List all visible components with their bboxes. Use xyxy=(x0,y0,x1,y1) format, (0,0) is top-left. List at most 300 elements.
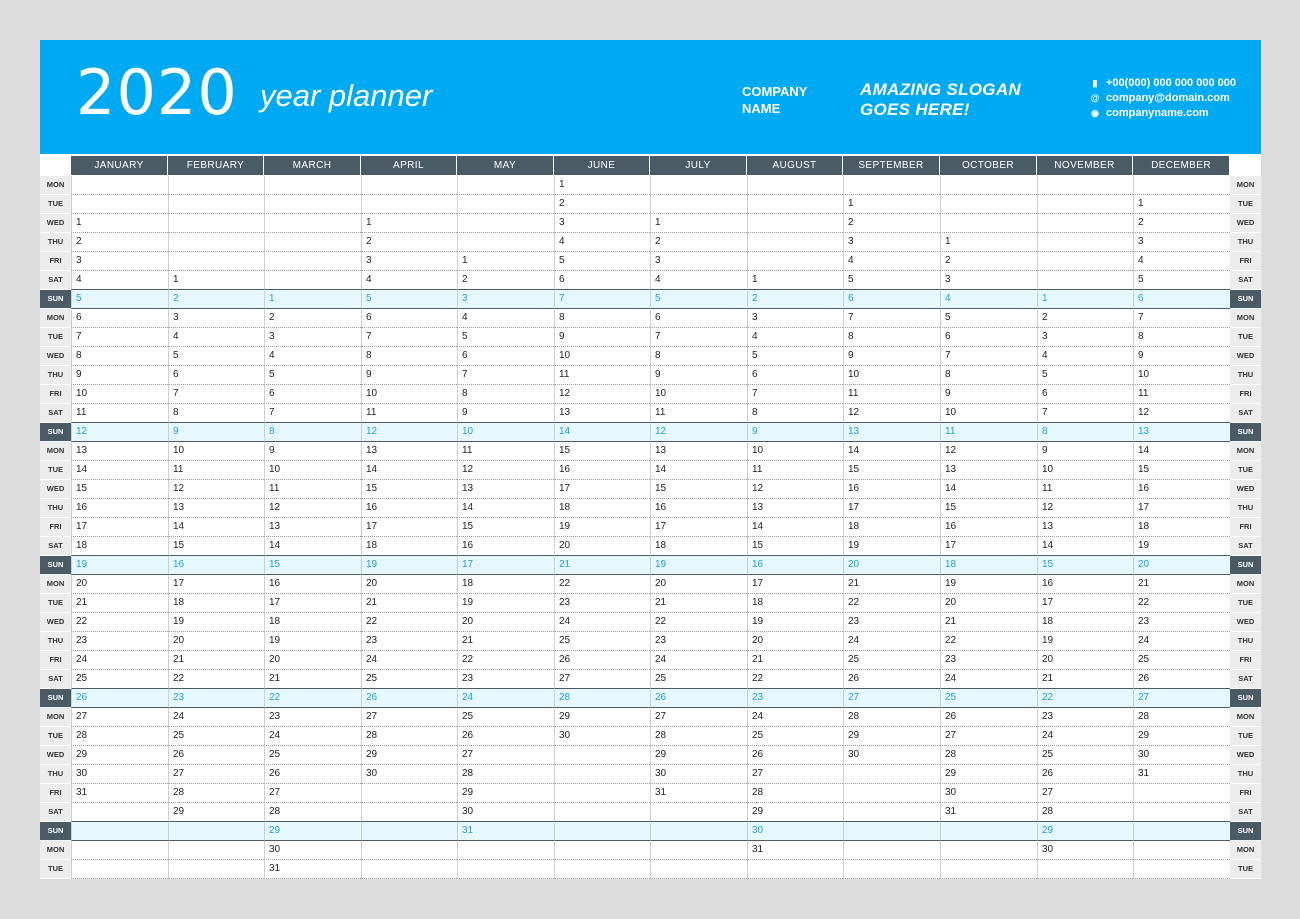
date-cell[interactable]: 13 xyxy=(843,423,940,442)
date-cell[interactable]: 24 xyxy=(554,613,650,632)
date-cell[interactable]: 6 xyxy=(747,366,843,385)
date-cell[interactable]: 22 xyxy=(457,651,554,670)
date-cell[interactable]: 15 xyxy=(843,461,940,480)
date-cell[interactable]: 31 xyxy=(650,784,747,803)
date-cell[interactable]: 5 xyxy=(843,271,940,290)
date-cell[interactable]: 7 xyxy=(168,385,264,404)
date-cell[interactable] xyxy=(264,214,361,233)
date-cell[interactable]: 22 xyxy=(747,670,843,689)
date-cell[interactable]: 5 xyxy=(747,347,843,366)
date-cell[interactable]: 16 xyxy=(264,575,361,594)
date-cell[interactable]: 27 xyxy=(264,784,361,803)
date-cell[interactable]: 20 xyxy=(650,575,747,594)
date-cell[interactable] xyxy=(843,803,940,822)
date-cell[interactable]: 13 xyxy=(940,461,1037,480)
date-cell[interactable]: 6 xyxy=(1037,385,1133,404)
date-cell[interactable]: 15 xyxy=(1133,461,1230,480)
date-cell[interactable]: 1 xyxy=(264,290,361,309)
date-cell[interactable]: 27 xyxy=(71,708,168,727)
date-cell[interactable]: 1 xyxy=(843,195,940,214)
date-cell[interactable]: 9 xyxy=(747,423,843,442)
date-cell[interactable]: 23 xyxy=(264,708,361,727)
date-cell[interactable]: 27 xyxy=(1133,689,1230,708)
date-cell[interactable]: 15 xyxy=(554,442,650,461)
date-cell[interactable]: 26 xyxy=(1133,670,1230,689)
date-cell[interactable]: 28 xyxy=(554,689,650,708)
date-cell[interactable]: 27 xyxy=(940,727,1037,746)
date-cell[interactable]: 4 xyxy=(264,347,361,366)
date-cell[interactable]: 7 xyxy=(361,328,457,347)
date-cell[interactable] xyxy=(554,746,650,765)
date-cell[interactable]: 30 xyxy=(1133,746,1230,765)
date-cell[interactable]: 23 xyxy=(843,613,940,632)
date-cell[interactable]: 1 xyxy=(71,214,168,233)
date-cell[interactable]: 11 xyxy=(747,461,843,480)
date-cell[interactable]: 2 xyxy=(457,271,554,290)
date-cell[interactable]: 2 xyxy=(843,214,940,233)
date-cell[interactable]: 16 xyxy=(843,480,940,499)
date-cell[interactable]: 29 xyxy=(1133,727,1230,746)
date-cell[interactable]: 4 xyxy=(168,328,264,347)
date-cell[interactable]: 17 xyxy=(940,537,1037,556)
date-cell[interactable]: 13 xyxy=(747,499,843,518)
date-cell[interactable]: 3 xyxy=(747,309,843,328)
date-cell[interactable]: 12 xyxy=(361,423,457,442)
date-cell[interactable] xyxy=(747,214,843,233)
date-cell[interactable]: 8 xyxy=(1037,423,1133,442)
date-cell[interactable] xyxy=(71,176,168,195)
date-cell[interactable]: 19 xyxy=(264,632,361,651)
date-cell[interactable]: 1 xyxy=(1133,195,1230,214)
date-cell[interactable]: 12 xyxy=(1133,404,1230,423)
date-cell[interactable]: 4 xyxy=(1037,347,1133,366)
date-cell[interactable]: 26 xyxy=(747,746,843,765)
date-cell[interactable]: 25 xyxy=(940,689,1037,708)
date-cell[interactable]: 14 xyxy=(940,480,1037,499)
date-cell[interactable]: 16 xyxy=(1133,480,1230,499)
date-cell[interactable] xyxy=(1133,841,1230,860)
date-cell[interactable] xyxy=(940,214,1037,233)
date-cell[interactable] xyxy=(554,822,650,841)
date-cell[interactable]: 12 xyxy=(843,404,940,423)
date-cell[interactable]: 23 xyxy=(554,594,650,613)
date-cell[interactable] xyxy=(264,176,361,195)
date-cell[interactable]: 9 xyxy=(940,385,1037,404)
date-cell[interactable]: 12 xyxy=(940,442,1037,461)
date-cell[interactable] xyxy=(650,841,747,860)
date-cell[interactable]: 7 xyxy=(264,404,361,423)
date-cell[interactable]: 1 xyxy=(747,271,843,290)
date-cell[interactable] xyxy=(554,841,650,860)
date-cell[interactable]: 11 xyxy=(843,385,940,404)
date-cell[interactable]: 10 xyxy=(843,366,940,385)
date-cell[interactable]: 29 xyxy=(843,727,940,746)
date-cell[interactable]: 24 xyxy=(1037,727,1133,746)
date-cell[interactable]: 13 xyxy=(554,404,650,423)
date-cell[interactable]: 25 xyxy=(843,651,940,670)
date-cell[interactable]: 29 xyxy=(747,803,843,822)
date-cell[interactable]: 16 xyxy=(457,537,554,556)
date-cell[interactable]: 20 xyxy=(747,632,843,651)
date-cell[interactable]: 30 xyxy=(1037,841,1133,860)
date-cell[interactable] xyxy=(457,233,554,252)
date-cell[interactable]: 28 xyxy=(1133,708,1230,727)
date-cell[interactable] xyxy=(1133,803,1230,822)
date-cell[interactable]: 13 xyxy=(361,442,457,461)
date-cell[interactable]: 3 xyxy=(1037,328,1133,347)
date-cell[interactable]: 29 xyxy=(361,746,457,765)
date-cell[interactable]: 26 xyxy=(650,689,747,708)
date-cell[interactable] xyxy=(747,233,843,252)
date-cell[interactable]: 12 xyxy=(71,423,168,442)
date-cell[interactable]: 8 xyxy=(361,347,457,366)
date-cell[interactable]: 14 xyxy=(1133,442,1230,461)
date-cell[interactable]: 21 xyxy=(650,594,747,613)
date-cell[interactable]: 25 xyxy=(264,746,361,765)
date-cell[interactable]: 26 xyxy=(1037,765,1133,784)
date-cell[interactable]: 12 xyxy=(168,480,264,499)
date-cell[interactable]: 2 xyxy=(168,290,264,309)
date-cell[interactable]: 14 xyxy=(747,518,843,537)
date-cell[interactable] xyxy=(168,214,264,233)
date-cell[interactable] xyxy=(168,841,264,860)
date-cell[interactable]: 3 xyxy=(1133,233,1230,252)
date-cell[interactable]: 15 xyxy=(650,480,747,499)
date-cell[interactable]: 28 xyxy=(1037,803,1133,822)
date-cell[interactable]: 3 xyxy=(843,233,940,252)
date-cell[interactable]: 17 xyxy=(168,575,264,594)
date-cell[interactable]: 27 xyxy=(168,765,264,784)
date-cell[interactable]: 11 xyxy=(940,423,1037,442)
date-cell[interactable]: 28 xyxy=(650,727,747,746)
date-cell[interactable]: 16 xyxy=(361,499,457,518)
date-cell[interactable]: 23 xyxy=(361,632,457,651)
date-cell[interactable] xyxy=(264,195,361,214)
date-cell[interactable]: 6 xyxy=(457,347,554,366)
date-cell[interactable]: 27 xyxy=(361,708,457,727)
date-cell[interactable]: 5 xyxy=(168,347,264,366)
date-cell[interactable]: 20 xyxy=(554,537,650,556)
date-cell[interactable]: 18 xyxy=(168,594,264,613)
date-cell[interactable]: 25 xyxy=(457,708,554,727)
date-cell[interactable]: 11 xyxy=(71,404,168,423)
date-cell[interactable] xyxy=(71,860,168,879)
date-cell[interactable] xyxy=(168,252,264,271)
date-cell[interactable]: 23 xyxy=(1037,708,1133,727)
date-cell[interactable]: 7 xyxy=(71,328,168,347)
date-cell[interactable]: 21 xyxy=(940,613,1037,632)
date-cell[interactable]: 26 xyxy=(71,689,168,708)
date-cell[interactable]: 10 xyxy=(168,442,264,461)
date-cell[interactable]: 9 xyxy=(264,442,361,461)
date-cell[interactable]: 8 xyxy=(1133,328,1230,347)
date-cell[interactable] xyxy=(71,803,168,822)
date-cell[interactable]: 17 xyxy=(264,594,361,613)
date-cell[interactable]: 26 xyxy=(940,708,1037,727)
date-cell[interactable]: 13 xyxy=(168,499,264,518)
date-cell[interactable]: 3 xyxy=(71,252,168,271)
date-cell[interactable] xyxy=(1133,822,1230,841)
date-cell[interactable]: 3 xyxy=(940,271,1037,290)
date-cell[interactable]: 6 xyxy=(554,271,650,290)
date-cell[interactable]: 30 xyxy=(747,822,843,841)
date-cell[interactable]: 7 xyxy=(1037,404,1133,423)
date-cell[interactable]: 25 xyxy=(650,670,747,689)
date-cell[interactable] xyxy=(1037,233,1133,252)
date-cell[interactable] xyxy=(1037,252,1133,271)
date-cell[interactable]: 10 xyxy=(1133,366,1230,385)
date-cell[interactable] xyxy=(747,860,843,879)
date-cell[interactable]: 22 xyxy=(361,613,457,632)
date-cell[interactable]: 3 xyxy=(264,328,361,347)
date-cell[interactable]: 9 xyxy=(843,347,940,366)
date-cell[interactable]: 11 xyxy=(361,404,457,423)
date-cell[interactable]: 14 xyxy=(168,518,264,537)
date-cell[interactable]: 10 xyxy=(940,404,1037,423)
date-cell[interactable]: 1 xyxy=(361,214,457,233)
date-cell[interactable]: 27 xyxy=(747,765,843,784)
date-cell[interactable]: 26 xyxy=(554,651,650,670)
date-cell[interactable]: 30 xyxy=(843,746,940,765)
date-cell[interactable] xyxy=(1037,176,1133,195)
date-cell[interactable]: 24 xyxy=(168,708,264,727)
date-cell[interactable]: 17 xyxy=(71,518,168,537)
date-cell[interactable]: 17 xyxy=(1133,499,1230,518)
date-cell[interactable]: 27 xyxy=(457,746,554,765)
date-cell[interactable]: 20 xyxy=(1037,651,1133,670)
date-cell[interactable]: 15 xyxy=(71,480,168,499)
date-cell[interactable]: 24 xyxy=(71,651,168,670)
date-cell[interactable]: 18 xyxy=(1037,613,1133,632)
date-cell[interactable]: 13 xyxy=(1133,423,1230,442)
date-cell[interactable]: 22 xyxy=(168,670,264,689)
date-cell[interactable]: 11 xyxy=(168,461,264,480)
date-cell[interactable]: 22 xyxy=(843,594,940,613)
date-cell[interactable]: 24 xyxy=(264,727,361,746)
date-cell[interactable]: 11 xyxy=(554,366,650,385)
date-cell[interactable]: 9 xyxy=(1037,442,1133,461)
date-cell[interactable]: 1 xyxy=(1037,290,1133,309)
date-cell[interactable]: 8 xyxy=(457,385,554,404)
date-cell[interactable] xyxy=(71,195,168,214)
date-cell[interactable]: 9 xyxy=(650,366,747,385)
date-cell[interactable] xyxy=(940,841,1037,860)
date-cell[interactable]: 31 xyxy=(264,860,361,879)
date-cell[interactable]: 4 xyxy=(843,252,940,271)
date-cell[interactable]: 2 xyxy=(71,233,168,252)
date-cell[interactable]: 21 xyxy=(361,594,457,613)
date-cell[interactable]: 10 xyxy=(747,442,843,461)
date-cell[interactable]: 26 xyxy=(168,746,264,765)
date-cell[interactable] xyxy=(650,195,747,214)
date-cell[interactable]: 18 xyxy=(361,537,457,556)
date-cell[interactable]: 5 xyxy=(650,290,747,309)
date-cell[interactable]: 3 xyxy=(361,252,457,271)
date-cell[interactable]: 25 xyxy=(554,632,650,651)
date-cell[interactable]: 17 xyxy=(843,499,940,518)
date-cell[interactable]: 5 xyxy=(940,309,1037,328)
date-cell[interactable]: 21 xyxy=(843,575,940,594)
date-cell[interactable]: 12 xyxy=(650,423,747,442)
date-cell[interactable]: 22 xyxy=(554,575,650,594)
date-cell[interactable]: 30 xyxy=(457,803,554,822)
date-cell[interactable]: 18 xyxy=(264,613,361,632)
date-cell[interactable] xyxy=(457,214,554,233)
date-cell[interactable]: 2 xyxy=(264,309,361,328)
date-cell[interactable]: 5 xyxy=(457,328,554,347)
date-cell[interactable]: 29 xyxy=(554,708,650,727)
date-cell[interactable]: 8 xyxy=(554,309,650,328)
date-cell[interactable] xyxy=(457,841,554,860)
date-cell[interactable] xyxy=(361,176,457,195)
date-cell[interactable]: 11 xyxy=(457,442,554,461)
date-cell[interactable]: 20 xyxy=(940,594,1037,613)
date-cell[interactable] xyxy=(940,860,1037,879)
date-cell[interactable] xyxy=(457,195,554,214)
date-cell[interactable]: 13 xyxy=(650,442,747,461)
date-cell[interactable]: 1 xyxy=(554,176,650,195)
date-cell[interactable]: 31 xyxy=(747,841,843,860)
date-cell[interactable]: 11 xyxy=(264,480,361,499)
date-cell[interactable]: 27 xyxy=(843,689,940,708)
date-cell[interactable] xyxy=(457,860,554,879)
date-cell[interactable]: 20 xyxy=(264,651,361,670)
date-cell[interactable] xyxy=(554,784,650,803)
date-cell[interactable] xyxy=(843,765,940,784)
date-cell[interactable]: 8 xyxy=(71,347,168,366)
date-cell[interactable]: 12 xyxy=(264,499,361,518)
date-cell[interactable] xyxy=(554,860,650,879)
date-cell[interactable]: 10 xyxy=(650,385,747,404)
date-cell[interactable]: 29 xyxy=(1037,822,1133,841)
date-cell[interactable]: 21 xyxy=(71,594,168,613)
date-cell[interactable]: 19 xyxy=(554,518,650,537)
date-cell[interactable]: 2 xyxy=(1133,214,1230,233)
date-cell[interactable]: 24 xyxy=(1133,632,1230,651)
date-cell[interactable] xyxy=(264,271,361,290)
date-cell[interactable]: 16 xyxy=(1037,575,1133,594)
date-cell[interactable]: 27 xyxy=(1037,784,1133,803)
date-cell[interactable]: 4 xyxy=(457,309,554,328)
date-cell[interactable]: 8 xyxy=(940,366,1037,385)
date-cell[interactable]: 30 xyxy=(361,765,457,784)
date-cell[interactable]: 14 xyxy=(457,499,554,518)
date-cell[interactable] xyxy=(361,841,457,860)
date-cell[interactable]: 19 xyxy=(1133,537,1230,556)
date-cell[interactable]: 15 xyxy=(264,556,361,575)
date-cell[interactable]: 23 xyxy=(940,651,1037,670)
date-cell[interactable]: 29 xyxy=(168,803,264,822)
date-cell[interactable] xyxy=(554,803,650,822)
date-cell[interactable]: 19 xyxy=(940,575,1037,594)
date-cell[interactable] xyxy=(1133,176,1230,195)
date-cell[interactable]: 4 xyxy=(1133,252,1230,271)
date-cell[interactable]: 19 xyxy=(1037,632,1133,651)
date-cell[interactable] xyxy=(940,176,1037,195)
date-cell[interactable]: 17 xyxy=(457,556,554,575)
date-cell[interactable]: 17 xyxy=(650,518,747,537)
date-cell[interactable]: 23 xyxy=(1133,613,1230,632)
date-cell[interactable] xyxy=(843,176,940,195)
date-cell[interactable]: 29 xyxy=(940,765,1037,784)
date-cell[interactable]: 7 xyxy=(940,347,1037,366)
date-cell[interactable] xyxy=(843,841,940,860)
date-cell[interactable]: 9 xyxy=(457,404,554,423)
date-cell[interactable]: 13 xyxy=(71,442,168,461)
date-cell[interactable]: 28 xyxy=(168,784,264,803)
date-cell[interactable]: 3 xyxy=(457,290,554,309)
date-cell[interactable]: 17 xyxy=(361,518,457,537)
date-cell[interactable]: 20 xyxy=(843,556,940,575)
date-cell[interactable]: 24 xyxy=(940,670,1037,689)
date-cell[interactable]: 22 xyxy=(1133,594,1230,613)
date-cell[interactable] xyxy=(1037,195,1133,214)
date-cell[interactable]: 5 xyxy=(71,290,168,309)
date-cell[interactable]: 3 xyxy=(554,214,650,233)
date-cell[interactable]: 17 xyxy=(747,575,843,594)
date-cell[interactable]: 13 xyxy=(264,518,361,537)
date-cell[interactable]: 18 xyxy=(457,575,554,594)
date-cell[interactable]: 9 xyxy=(554,328,650,347)
date-cell[interactable]: 20 xyxy=(71,575,168,594)
date-cell[interactable]: 28 xyxy=(264,803,361,822)
date-cell[interactable]: 15 xyxy=(361,480,457,499)
date-cell[interactable]: 21 xyxy=(457,632,554,651)
date-cell[interactable]: 8 xyxy=(264,423,361,442)
date-cell[interactable]: 21 xyxy=(747,651,843,670)
date-cell[interactable]: 2 xyxy=(361,233,457,252)
date-cell[interactable]: 22 xyxy=(1037,689,1133,708)
date-cell[interactable] xyxy=(650,176,747,195)
date-cell[interactable]: 24 xyxy=(747,708,843,727)
date-cell[interactable]: 31 xyxy=(1133,765,1230,784)
date-cell[interactable]: 10 xyxy=(554,347,650,366)
date-cell[interactable]: 2 xyxy=(747,290,843,309)
date-cell[interactable]: 20 xyxy=(457,613,554,632)
date-cell[interactable]: 5 xyxy=(361,290,457,309)
date-cell[interactable]: 5 xyxy=(264,366,361,385)
date-cell[interactable]: 29 xyxy=(71,746,168,765)
date-cell[interactable] xyxy=(1037,860,1133,879)
date-cell[interactable]: 3 xyxy=(168,309,264,328)
date-cell[interactable]: 7 xyxy=(457,366,554,385)
date-cell[interactable]: 23 xyxy=(457,670,554,689)
date-cell[interactable]: 13 xyxy=(457,480,554,499)
date-cell[interactable]: 21 xyxy=(264,670,361,689)
date-cell[interactable]: 25 xyxy=(361,670,457,689)
date-cell[interactable]: 2 xyxy=(554,195,650,214)
date-cell[interactable]: 14 xyxy=(71,461,168,480)
date-cell[interactable]: 25 xyxy=(71,670,168,689)
date-cell[interactable]: 29 xyxy=(650,746,747,765)
date-cell[interactable]: 16 xyxy=(554,461,650,480)
date-cell[interactable]: 23 xyxy=(747,689,843,708)
date-cell[interactable] xyxy=(747,176,843,195)
date-cell[interactable]: 29 xyxy=(457,784,554,803)
date-cell[interactable]: 26 xyxy=(361,689,457,708)
date-cell[interactable]: 7 xyxy=(554,290,650,309)
date-cell[interactable]: 9 xyxy=(361,366,457,385)
date-cell[interactable]: 18 xyxy=(1133,518,1230,537)
date-cell[interactable]: 19 xyxy=(71,556,168,575)
date-cell[interactable]: 28 xyxy=(71,727,168,746)
date-cell[interactable] xyxy=(361,860,457,879)
date-cell[interactable]: 14 xyxy=(843,442,940,461)
date-cell[interactable]: 21 xyxy=(1133,575,1230,594)
date-cell[interactable]: 7 xyxy=(747,385,843,404)
date-cell[interactable]: 1 xyxy=(457,252,554,271)
date-cell[interactable]: 18 xyxy=(843,518,940,537)
